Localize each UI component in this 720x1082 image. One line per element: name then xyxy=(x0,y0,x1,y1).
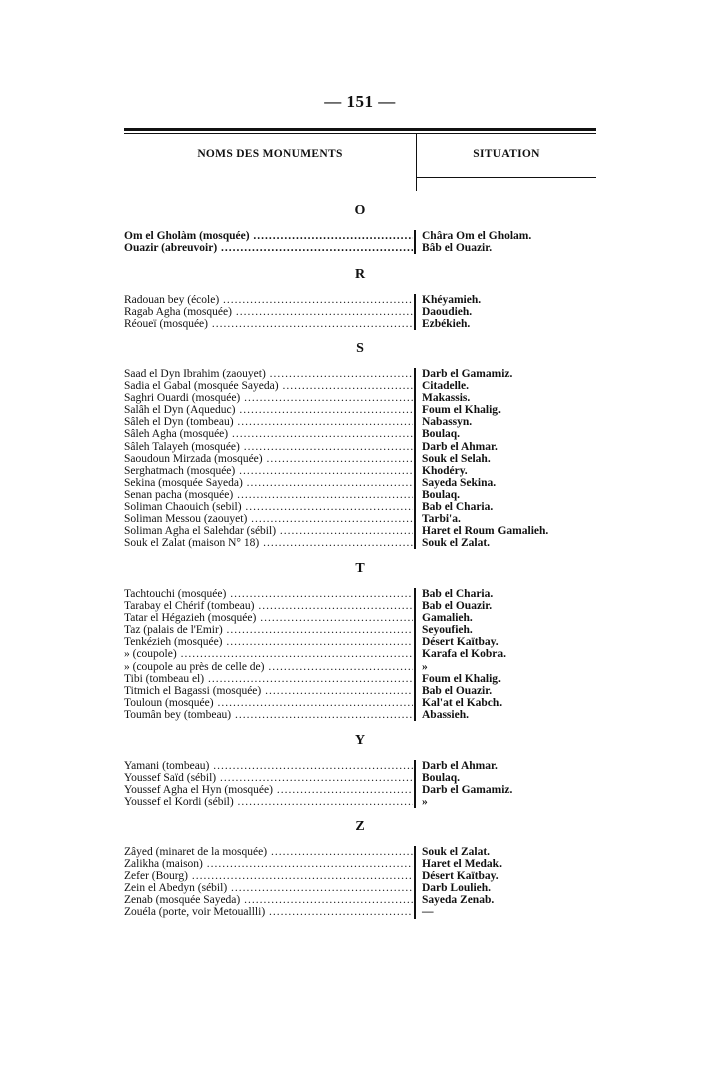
entry-row xyxy=(124,697,596,709)
monument-situation: Désert Kaïtbay. xyxy=(422,870,499,883)
entry-row xyxy=(124,392,596,404)
monument-name: Soliman Agha el Salehdar (sébil) ..... xyxy=(124,525,413,537)
monument-name: Youssef Agha el Hyn (mosquée) ..... xyxy=(124,784,413,796)
column-bar xyxy=(414,648,416,660)
monument-situation: Bab el Charia. xyxy=(422,588,494,600)
entry-row xyxy=(124,537,596,549)
entry-row xyxy=(124,294,596,306)
monument-situation: Karafa el Kobra. xyxy=(422,648,506,661)
column-bar xyxy=(414,697,416,709)
entry-row xyxy=(124,318,596,330)
entry-row xyxy=(124,612,596,624)
monument-name: Sâleh el Dyn (tombeau) ..... xyxy=(124,416,413,428)
monument-situation: Makassis. xyxy=(422,392,471,405)
section-letter: T xyxy=(355,561,365,576)
monument-situation: Khodéry. xyxy=(422,464,468,477)
monument-situation: Seyoufieh. xyxy=(422,624,473,637)
column-bar xyxy=(414,906,416,918)
entry-row xyxy=(124,648,596,660)
section-t xyxy=(124,560,596,721)
entry-row xyxy=(124,465,596,477)
monument-name: Zalikha (maison) ..... xyxy=(124,858,413,870)
monument-situation: Haret el Roum Gamalieh. xyxy=(422,525,549,538)
monument-name: » (coupole) ..... xyxy=(124,648,413,660)
monument-name: Ouazir (abreuvoir) ..... xyxy=(124,242,413,254)
monument-name: » (coupole au près de celle de) ..... xyxy=(124,661,413,673)
monument-name: Senan pacha (mosquée) ..... xyxy=(124,489,413,501)
entry-row xyxy=(124,760,596,772)
column-bar xyxy=(414,636,416,648)
monument-situation: Nabassyn. xyxy=(422,416,473,429)
section-letter: R xyxy=(354,267,366,282)
entry-row xyxy=(124,477,596,489)
column-bar xyxy=(414,465,416,477)
column-bar xyxy=(414,600,416,612)
entry-row xyxy=(124,870,596,882)
column-bar xyxy=(414,242,416,254)
column-bar xyxy=(414,588,416,600)
monument-situation: Kal'at el Kabch. xyxy=(422,696,503,709)
monument-name: Tarabay el Chérif (tombeau) ..... xyxy=(124,600,413,612)
monument-situation: Khéyamieh. xyxy=(422,294,482,306)
entry-row xyxy=(124,513,596,525)
column-bar xyxy=(414,392,416,404)
monument-situation: Souk el Zalat. xyxy=(422,846,491,858)
entry-row xyxy=(124,661,596,673)
entry-row xyxy=(124,453,596,465)
entry-row xyxy=(124,306,596,318)
entry-row xyxy=(124,894,596,906)
column-bar xyxy=(414,894,416,906)
column-bar xyxy=(414,709,416,721)
entry-list xyxy=(124,230,596,254)
monument-situation: Foum el Khalig. xyxy=(422,404,501,417)
monument-situation: Darb el Gamamiz. xyxy=(422,784,513,797)
entry-row xyxy=(124,784,596,796)
monument-name: Soliman Chaouich (sebil) ..... xyxy=(124,501,413,513)
monument-situation: Boulaq. xyxy=(422,428,461,441)
monument-situation: Tarbi'a. xyxy=(422,513,461,526)
monument-situation: Foum el Khalig. xyxy=(422,672,501,685)
entry-row xyxy=(124,846,596,858)
column-bar xyxy=(414,453,416,465)
monument-name: Zefer (Bourg) ..... xyxy=(124,870,413,882)
monument-name: Saghri Ouardi (mosquée) ..... xyxy=(124,392,413,404)
column-bar xyxy=(414,661,416,673)
entry-row xyxy=(124,428,596,440)
entry-row xyxy=(124,242,596,254)
column-bar xyxy=(414,294,416,306)
monument-situation: Bab el Ouazir. xyxy=(422,600,493,613)
monument-name: Om el Gholàm (mosquée) ..... xyxy=(124,230,413,242)
entry-row xyxy=(124,882,596,894)
monument-situation: Darb el Gamamiz. xyxy=(422,368,513,380)
monument-name: Zâyed (minaret de la mosquée) ..... xyxy=(124,846,413,858)
monument-situation: Abassieh. xyxy=(422,708,469,721)
entry-row xyxy=(124,525,596,537)
entry-list xyxy=(124,588,596,721)
column-bar xyxy=(414,537,416,549)
monument-situation: Bab el Charia. xyxy=(422,501,494,514)
entry-row xyxy=(124,588,596,600)
section-letter: Y xyxy=(354,733,366,748)
monument-name: Sâleh Agha (mosquée) ..... xyxy=(124,428,413,440)
section-letter: S xyxy=(356,341,364,356)
column-bar xyxy=(414,685,416,697)
header-situation-column: SITUATION xyxy=(473,148,540,160)
column-bar xyxy=(414,858,416,870)
monument-name: Youssef el Kordi (sébil) ..... xyxy=(124,796,413,808)
monument-name: Radouan bey (école) ..... xyxy=(124,294,413,306)
entry-list xyxy=(124,760,596,808)
entry-row xyxy=(124,230,596,242)
monument-name: Souk el Zalat (maison N° 18) ..... xyxy=(124,537,413,549)
table-header xyxy=(124,128,596,190)
section-s xyxy=(124,340,596,549)
monument-situation: Ezbékieh. xyxy=(422,318,471,331)
column-bar xyxy=(414,416,416,428)
monument-situation: Désert Kaïtbay. xyxy=(422,636,499,649)
monument-name: Touloun (mosquée) ..... xyxy=(124,697,413,709)
monument-name: Saoudoun Mirzada (mosquée) ..... xyxy=(124,453,413,465)
monument-situation: Daoudieh. xyxy=(422,306,473,319)
entry-list xyxy=(124,846,596,919)
entry-row xyxy=(124,368,596,380)
monument-name: Taz (palais de l'Emir) ..... xyxy=(124,624,413,636)
monument-situation: Châra Om el Gholam. xyxy=(422,230,532,242)
column-bar xyxy=(414,318,416,330)
column-bar xyxy=(414,673,416,685)
monument-situation: Bab el Ouazir. xyxy=(422,684,493,697)
monument-name: Toumân bey (tombeau) ..... xyxy=(124,709,413,721)
monument-name: Yamani (tombeau) ..... xyxy=(124,760,413,772)
monument-situation: Souk el Selah. xyxy=(422,452,491,465)
column-bar xyxy=(414,612,416,624)
monument-situation: Boulaq. xyxy=(422,488,461,501)
monument-name: Sekina (mosquée Sayeda) ..... xyxy=(124,477,413,489)
column-bar xyxy=(414,428,416,440)
column-bar xyxy=(414,501,416,513)
column-bar xyxy=(414,796,416,808)
column-bar xyxy=(414,846,416,858)
monument-name: Réoueï (mosquée) ..... xyxy=(124,318,413,330)
column-bar xyxy=(414,760,416,772)
column-bar xyxy=(414,870,416,882)
entry-row xyxy=(124,416,596,428)
monument-situation: Darb el Ahmar. xyxy=(422,440,498,453)
entry-row xyxy=(124,906,596,918)
column-bar xyxy=(414,230,416,242)
monument-name: Sadia el Gabal (mosquée Sayeda) ..... xyxy=(124,380,413,392)
monument-situation: Gamalieh. xyxy=(422,612,473,625)
entry-row xyxy=(124,404,596,416)
entry-row xyxy=(124,685,596,697)
entry-row xyxy=(124,772,596,784)
entry-list xyxy=(124,294,596,330)
monument-name: Tibi (tombeau el) ..... xyxy=(124,673,413,685)
entry-row xyxy=(124,489,596,501)
column-bar xyxy=(414,489,416,501)
section-letter: O xyxy=(354,203,366,218)
monument-name: Zouéla (porte, voir Metouallli) ..... xyxy=(124,906,413,918)
entry-row xyxy=(124,501,596,513)
monument-situation: Souk el Zalat. xyxy=(422,537,491,550)
header-rule-thin xyxy=(124,133,596,134)
entry-row xyxy=(124,441,596,453)
column-bar xyxy=(414,624,416,636)
monument-name: Sâleh Talayeh (mosquée) ..... xyxy=(124,441,413,453)
monument-situation: Darb el Ahmar. xyxy=(422,760,498,772)
entry-row xyxy=(124,600,596,612)
monument-situation: Darb Loulieh. xyxy=(422,882,492,895)
column-bar xyxy=(414,882,416,894)
entry-row xyxy=(124,796,596,808)
monument-name: Ragab Agha (mosquée) ..... xyxy=(124,306,413,318)
column-bar xyxy=(414,784,416,796)
header-rule-thick xyxy=(124,128,596,131)
entry-row xyxy=(124,380,596,392)
monument-name: Tenkézieh (mosquée) ..... xyxy=(124,636,413,648)
section-letter: Z xyxy=(355,819,365,834)
column-divider xyxy=(416,133,417,191)
column-bar xyxy=(414,441,416,453)
monument-situation: Boulaq. xyxy=(422,772,461,785)
column-bar xyxy=(414,368,416,380)
section-y xyxy=(124,732,596,808)
monument-name: Youssef Saïd (sébil) ..... xyxy=(124,772,413,784)
column-bar xyxy=(414,525,416,537)
column-bar xyxy=(414,306,416,318)
column-bar xyxy=(414,513,416,525)
entry-row xyxy=(124,673,596,685)
header-names-column: NOMS DES MONUMENTS xyxy=(197,148,343,160)
monument-situation: — xyxy=(422,906,434,919)
monument-situation: Sayeda Sekina. xyxy=(422,476,497,489)
monument-situation: Citadelle. xyxy=(422,380,469,393)
entry-row xyxy=(124,858,596,870)
monument-name: Saad el Dyn Ibrahim (zaouyet) ..... xyxy=(124,368,413,380)
entry-row xyxy=(124,709,596,721)
monument-name: Soliman Messou (zaouyet) ..... xyxy=(124,513,413,525)
monument-name: Serghatmach (mosquée) ..... xyxy=(124,465,413,477)
entry-list xyxy=(124,368,596,549)
column-bar xyxy=(414,380,416,392)
section-z xyxy=(124,818,596,919)
monument-name: Zein el Abedyn (sébil) ..... xyxy=(124,882,413,894)
monument-name: Titmich el Bagassi (mosquée) ..... xyxy=(124,685,413,697)
page-number: — 151 — xyxy=(324,92,396,111)
monument-situation: » xyxy=(422,660,428,673)
monument-situation: Sayeda Zenab. xyxy=(422,894,495,907)
monument-name: Tatar el Hégazieh (mosquée) ..... xyxy=(124,612,413,624)
monument-name: Zenab (mosquée Sayeda) ..... xyxy=(124,894,413,906)
monument-name: Salâh el Dyn (Aqueduc) ..... xyxy=(124,404,413,416)
section-r xyxy=(124,266,596,330)
column-bar xyxy=(414,404,416,416)
header-rule-bottom xyxy=(416,177,596,178)
entry-row xyxy=(124,636,596,648)
monument-name: Tachtouchi (mosquée) ..... xyxy=(124,588,413,600)
section-o xyxy=(124,202,596,254)
monument-situation: Haret el Medak. xyxy=(422,858,502,871)
entry-row xyxy=(124,624,596,636)
column-bar xyxy=(414,477,416,489)
monument-situation: Bâb el Ouazir. xyxy=(422,242,493,255)
column-bar xyxy=(414,772,416,784)
monument-situation: » xyxy=(422,796,428,809)
